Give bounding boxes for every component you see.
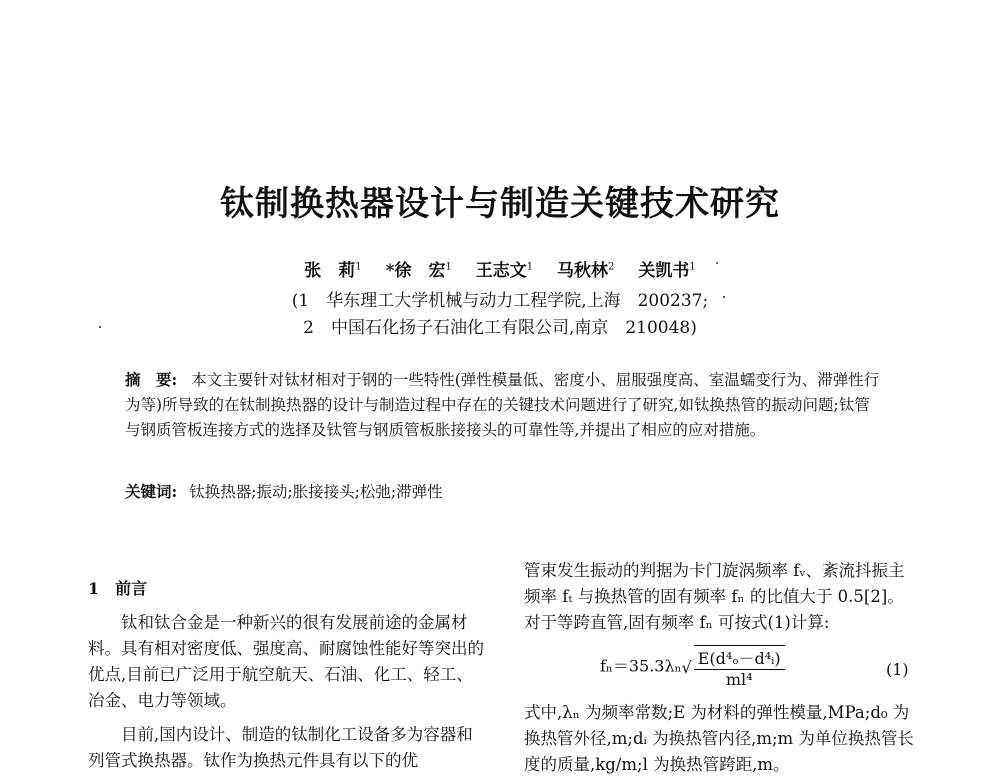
abstract: [125, 367, 885, 443]
abstract-text: 本文主要针对钛材相对于钢的一些特性(弹性模量低、密度小、屈服强度高、室温蠕变行为、滞弹性行为等)所导致的在钛制换热器的设计与制造过程中存在的关键技术问题进行了研究,如钛换热管的振动问题;钛管与钢质管板连接方式的选择及钛管与钢质管板胀接接头的可靠性等,并提出了相应的应对措施。: [125, 371, 880, 439]
keywords-label: 关键词:: [125, 482, 178, 501]
equation-fraction: [694, 645, 785, 689]
right-paragraph-2: 式中,λₙ 为频率常数;E 为材料的弹性模量,MPa;d₀ 为换热管外径,m;dᵢ 为换热管内径,m;m 为单位换热管长度的质量,kg/m;l 为换热管跨距,m。: [524, 703, 914, 774]
right-paragraph-1: 管束发生振动的判据为卡门旋涡频率 fᵥ、紊流抖振主频率 fₜ 与换热管的固有频率 fₙ 的比值大于 0.5[2]。对于等跨直管,固有频率 fₙ 可按式(1)计算:: [524, 561, 905, 632]
keywords-text: 钛换热器;振动;胀接接头;松弛;滞弹性: [189, 483, 443, 501]
left-paragraph-1: 钛和钛合金是一种新兴的很有发展前途的金属材料。具有相对密度低、强度高、耐腐蚀性能好等突出的优点,目前已广泛用于航空航天、石油、化工、轻工、冶金、电力等领域。: [88, 613, 484, 710]
equation-number: (1): [886, 660, 909, 679]
affiliation-2: 2 中国石化扬子石油化工有限公司,南京 210048): [303, 318, 697, 338]
paper-title: 钛制换热器设计与制造关键技术研究: [220, 184, 780, 224]
abstract-label: 摘 要:: [125, 370, 178, 389]
scan-speck: [723, 296, 725, 298]
left-paragraph-2: 目前,国内设计、制造的钛制化工设备多为容器和列管式换热器。钛作为换热元件具有以下的优: [88, 725, 473, 770]
equation-1: [600, 645, 785, 689]
equation-numerator: E(d⁴ₒ－d⁴ᵢ): [694, 646, 785, 670]
sqrt-sign: √: [681, 657, 692, 677]
author: 张 莉$^1$: [304, 261, 362, 281]
author: 马秋林$^2$: [557, 261, 615, 281]
scan-speck: [716, 262, 718, 264]
author-list: [0, 256, 1000, 281]
author: *徐 宏$^1$: [385, 261, 452, 281]
scan-speck: [99, 326, 101, 328]
equation-lhs: fₙ＝35.3λₙ: [600, 656, 682, 676]
author: 关凯书$^1$: [638, 261, 696, 281]
author: 王志文$^1$: [475, 261, 534, 281]
keywords: [125, 480, 443, 502]
equation-denominator: ml⁴: [725, 670, 753, 689]
affiliation-1: (1 华东理工大学机械与动力工程学院,上海 200237;: [291, 291, 709, 311]
section-heading: 1 前言: [88, 579, 148, 598]
